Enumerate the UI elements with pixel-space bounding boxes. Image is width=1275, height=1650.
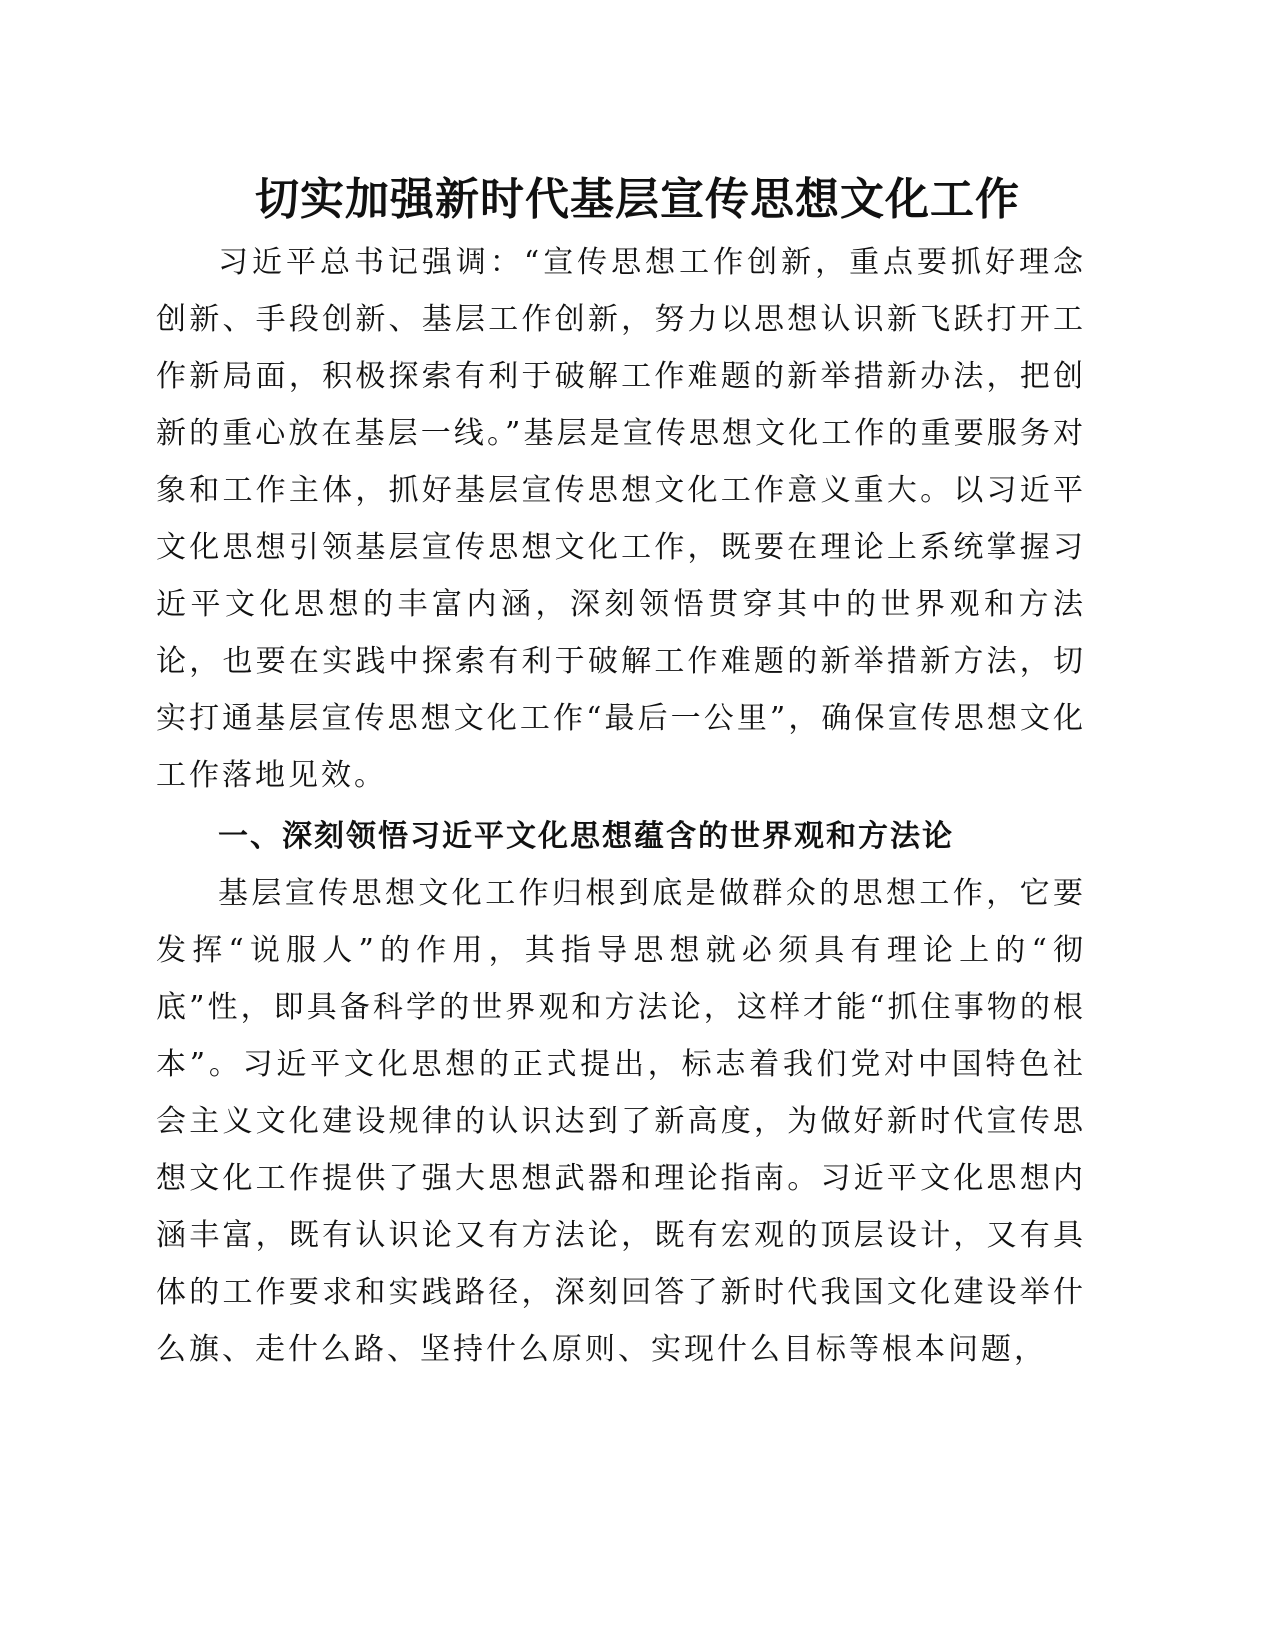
section-heading-1: 一、深刻领悟习近平文化思想蕴含的世界观和方法论 bbox=[218, 819, 954, 854]
document-title: 切实加强新时代基层宣传思想文化工作 bbox=[255, 174, 1020, 225]
paragraph-section-1: 基层宣传思想文化工作归根到底是做群众的思想工作，它要发挥“说服人”的作用，其指导思想就必须具有理论上的“彻底”性，即具备科学的世界观和方法论，这样才能“抓住事物的根本”。习近平文化思想的正式提出，标志着我们党对中国特色社会主义文化建设规律的认识达到了新高度，为做好新时代宣传思想文化工作提供了强大思想武器和理论指南。习近平文化思想内涵丰富，既有认识论又有方法论，既有宏观的顶层设计，又有具体的工作要求和实践路径，深刻回答了新时代我国文化建设举什么旗、走什么路、坚持什么原则、实现什么目标等根本问题， bbox=[156, 876, 1086, 1367]
paragraph-intro: 习近平总书记强调：“宣传思想工作创新，重点要抓好理念创新、手段创新、基层工作创新，努力以思想认识新飞跃打开工作新局面，积极探索有利于破解工作难题的新举措新办法，把创新的重心放在基层一线。”基层是宣传思想文化工作的重要服务对象和工作主体，抓好基层宣传思想文化工作意义重大。以习近平文化思想引领基层宣传思想文化工作，既要在理论上系统掌握习近平文化思想的丰富内涵，深刻领悟贯穿其中的世界观和方法论，也要在实践中探索有利于破解工作难题的新举措新方法，切实打通基层宣传思想文化工作“最后一公里”，确保宣传思想文化工作落地见效。 bbox=[156, 245, 1086, 793]
